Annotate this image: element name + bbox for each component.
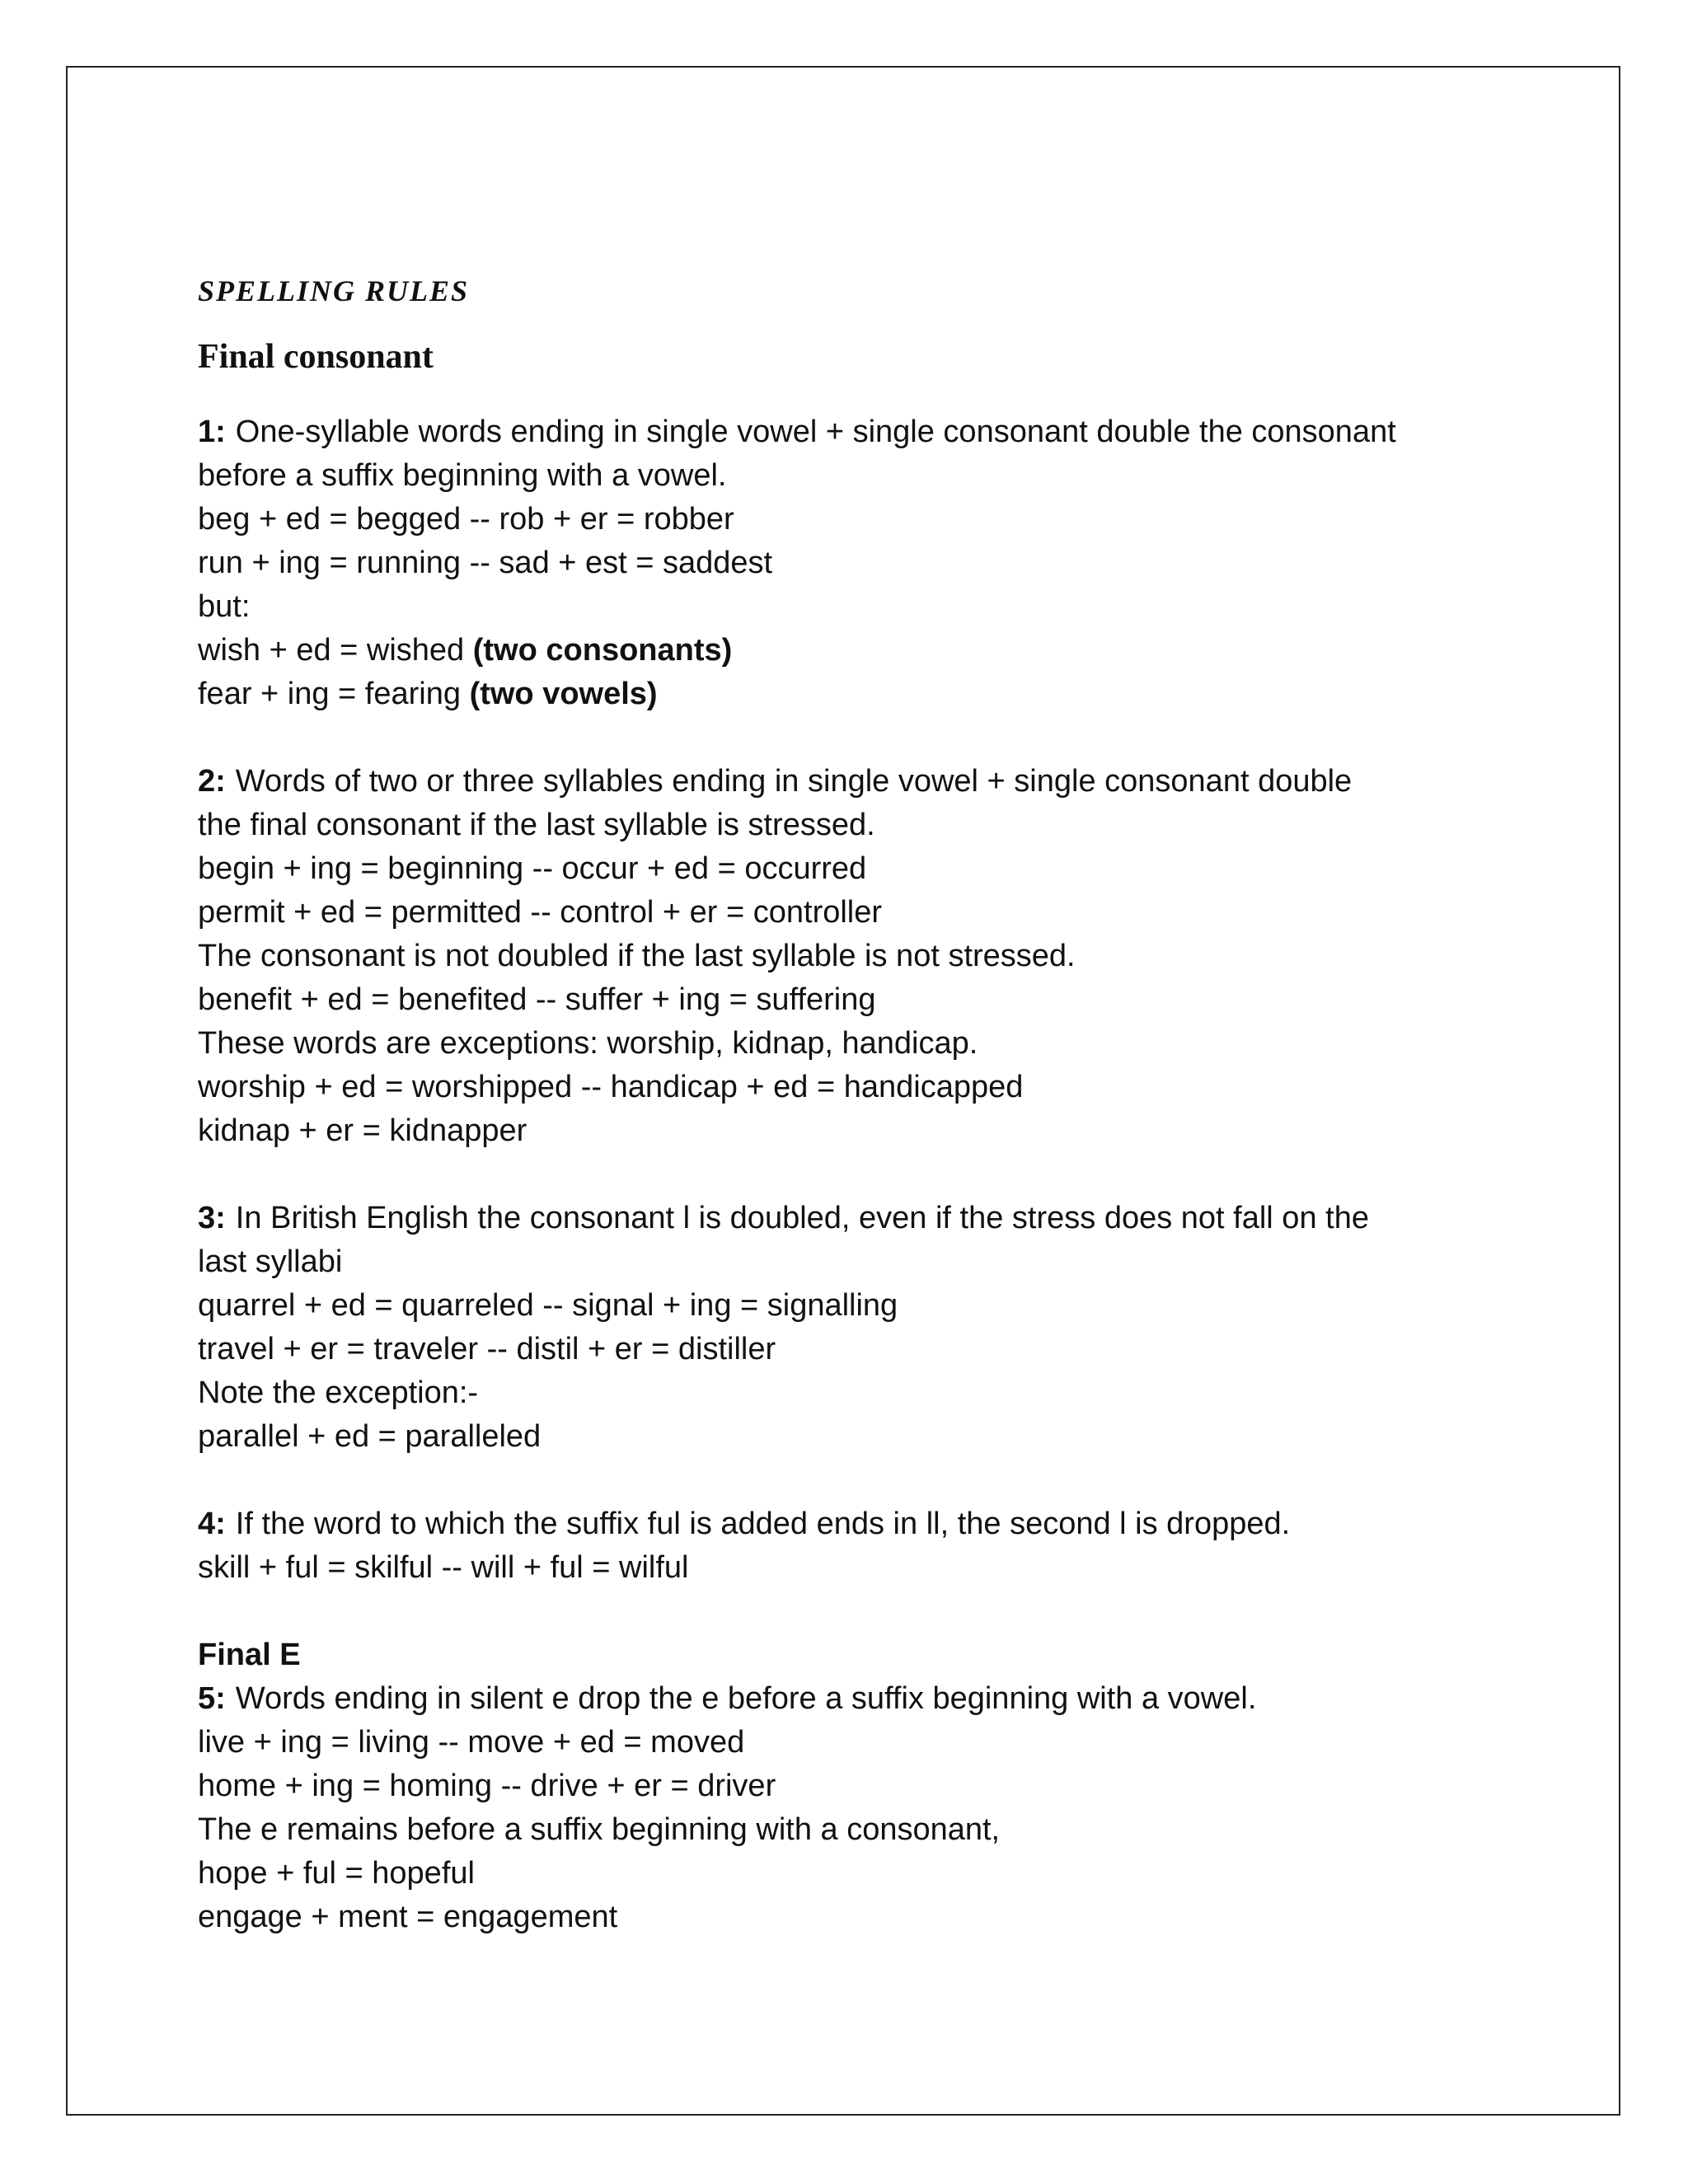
- example-line: beg + ed = begged -- rob + er = robber: [198, 502, 734, 537]
- rule-2: [198, 760, 1533, 1153]
- example-text: wish + ed = wished: [198, 633, 465, 668]
- rule-number: 2:: [198, 764, 226, 799]
- example-line: [198, 629, 1533, 673]
- rule-text: Words ending in silent e drop the e before a suffix beginning with a vowel.: [235, 1681, 1257, 1716]
- example-note: (two vowels): [469, 677, 658, 711]
- section-heading-final-e: Final E: [198, 1638, 301, 1672]
- rule-1: [198, 410, 1533, 716]
- rule-text: One-syllable words ending in single vowel + single consonant double the consonant: [235, 415, 1396, 449]
- document-body: [198, 262, 1533, 1983]
- rule-text: If the word to which the suffix ful is added ends in ll, the second l is dropped.: [235, 1507, 1291, 1541]
- example-text: fear + ing = fearing: [198, 677, 461, 711]
- rule-text: Words of two or three syllables ending in single vowel + single consonant double: [235, 764, 1353, 799]
- note-line: These words are exceptions: worship, kidnap, handicap.: [198, 1026, 978, 1061]
- rule-4: [198, 1502, 1533, 1590]
- note-line: The e remains before a suffix beginning with a consonant,: [198, 1812, 1001, 1847]
- example-line: permit + ed = permitted -- control + er = controller: [198, 895, 883, 930]
- example-line: skill + ful = skilful -- will + ful = wilful: [198, 1550, 689, 1585]
- example-line: kidnap + er = kidnapper: [198, 1113, 528, 1148]
- document-title: SPELLING RULES: [198, 274, 470, 307]
- rule-5: [198, 1633, 1533, 1939]
- rule-2-statement: [198, 760, 1533, 804]
- rule-1-statement: [198, 410, 1533, 454]
- rule-text-continued: before a suffix beginning with a vowel.: [198, 458, 727, 493]
- example-line: quarrel + ed = quarreled -- signal + ing = signalling: [198, 1288, 898, 1323]
- note-line: Note the exception:-: [198, 1376, 479, 1410]
- rule-text: In British English the consonant l is doubled, even if the stress does not fall on the: [235, 1201, 1369, 1235]
- rule-text-continued: last syllabi: [198, 1244, 343, 1279]
- example-line: begin + ing = beginning -- occur + ed = occurred: [198, 851, 867, 886]
- example-line: engage + ment = engagement: [198, 1900, 618, 1934]
- example-line: benefit + ed = benefited -- suffer + ing = suffering: [198, 982, 876, 1017]
- example-line: travel + er = traveler -- distil + er = distiller: [198, 1332, 776, 1366]
- example-line: home + ing = homing -- drive + er = driver: [198, 1769, 776, 1803]
- rule-3-statement: [198, 1197, 1533, 1240]
- rule-number: 3:: [198, 1201, 226, 1235]
- rule-number: 1:: [198, 415, 226, 449]
- rule-4-statement: [198, 1502, 1533, 1546]
- section-heading-final-consonant: Final consonant: [198, 338, 434, 376]
- example-line: hope + ful = hopeful: [198, 1856, 475, 1891]
- example-note: (two consonants): [472, 633, 733, 668]
- rule-text-continued: the final consonant if the last syllable is stressed.: [198, 808, 875, 842]
- example-line: live + ing = living -- move + ed = moved: [198, 1725, 745, 1760]
- example-line: [198, 673, 1533, 716]
- rule-3: [198, 1197, 1533, 1459]
- but-label: but:: [198, 589, 251, 624]
- rule-number: 4:: [198, 1507, 226, 1541]
- note-line: The consonant is not doubled if the last syllable is not stressed.: [198, 939, 1076, 973]
- example-line: worship + ed = worshipped -- handicap + ed = handicapped: [198, 1070, 1024, 1104]
- rule-number: 5:: [198, 1681, 226, 1716]
- example-line: parallel + ed = paralleled: [198, 1419, 542, 1454]
- rule-5-statement: [198, 1677, 1533, 1721]
- example-line: run + ing = running -- sad + est = saddest: [198, 546, 773, 580]
